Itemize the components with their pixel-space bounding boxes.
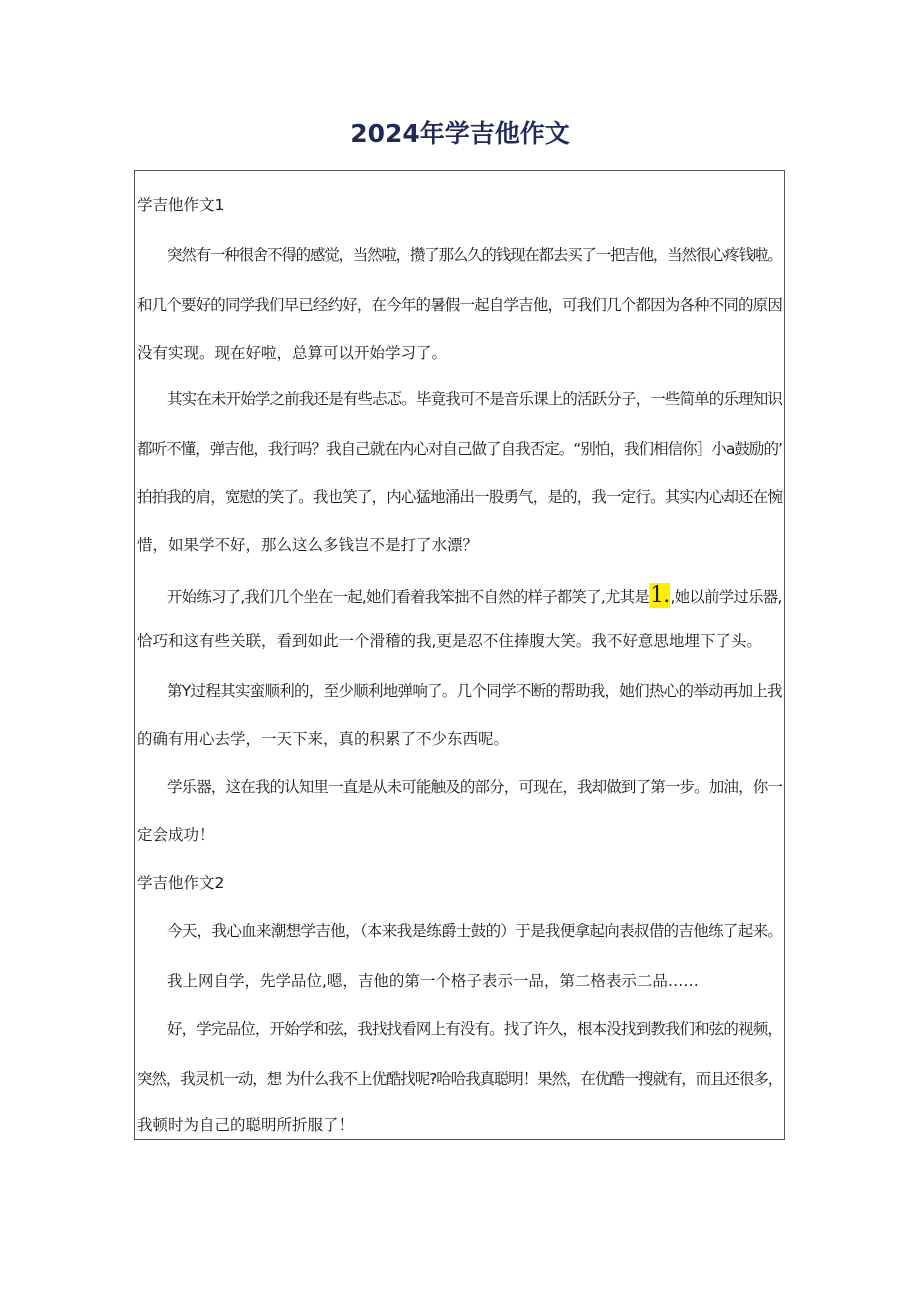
essay1-p2-line2: 都听不懂，弹吉他，我行吗？我自己就在内心对自己做了自我否定。“别怕，我们相信你］小a鼓励的’ — [137, 440, 782, 458]
essay1-heading: 学吉他作文1 — [137, 196, 225, 214]
essay1-p1-line2: 和几个要好的同学我们早已经约好，在今年的暑假一起自学吉他，可我们几个都因为各种不同的原因 — [137, 296, 783, 314]
essay1-p4-line1: 第Y过程其实蛮顺利的，至少顺利地弹响了。几个同学不断的帮助我，她们热心的举动再加上我 — [167, 682, 782, 700]
essay2-p2: 我上网自学，先学品位,嗯，吉他的第一个格子表示一品，第二格表示二品…… — [167, 972, 699, 990]
essay2-p3-line1: 好，学完品位，开始学和弦，我找找看网上有没有。找了许久，根本没找到教我们和弦的视频， — [167, 1020, 783, 1038]
essay1-p3-before: 开始练习了,我们几个坐在一起,她们看着我笨拙不自然的样子都笑了,尤其是 — [167, 588, 650, 606]
essay2-p3-line3: 我顿时为自己的聪明所折服了！ — [137, 1116, 355, 1134]
document-title: 2024年学吉他作文 — [350, 119, 570, 148]
essay1-p5-line2: 定会成功！ — [137, 826, 215, 844]
essay1-p3-line1 — [167, 583, 782, 609]
essay2-p3-line2: 突然，我灵机一动，想 为什么我不上优酷找呢?哈哈我真聪明！果然，在优酷一搜就有，而且还很多， — [137, 1070, 783, 1088]
essay1-p2-line3: 拍拍我的肩，宽慰的笑了。我也笑了，内心猛地涌出一股勇气，是的，我一定行。其实内心却还在惋 — [137, 488, 783, 506]
essay1-p3-line2: 恰巧和这有些关联，看到如此一个滑稽的我,更是忍不住捧腹大笑。我不好意思地埋下了头。 — [137, 632, 762, 650]
essay-frame — [134, 170, 785, 1140]
essay1-p2-line1: 其实在未开始学之前我还是有些忐忑。毕竟我可不是音乐课上的活跃分子，一些简单的乐理知识 — [167, 390, 783, 408]
essay1-p2-line4: 惜，如果学不好，那么这么多钱岂不是打了水漂？ — [137, 536, 479, 554]
essay1-p5-line1: 学乐器，这在我的认知里一直是从未可能触及的部分，可现在，我却做到了第一步。加油，你一 — [167, 778, 783, 796]
essay1-p3-after: ,她以前学过乐器, — [670, 588, 782, 606]
essay1-p1-line1: 突然有一种很舍不得的感觉，当然啦，攒了那么久的钱现在都去买了一把吉他，当然很心疼钱啦。 — [167, 246, 782, 264]
highlight-mark: 1. — [650, 583, 670, 608]
essay1-p4-line2: 的确有用心去学，一天下来，真的积累了不少东西呢。 — [137, 730, 510, 748]
essay2-heading: 学吉他作文2 — [137, 874, 225, 892]
essay1-p1-line3: 没有实现。现在好啦，总算可以开始学习了。 — [137, 344, 448, 362]
essay2-p1: 今天，我心血来潮想学吉他，（本来我是练爵士鼓的）于是我便拿起向表叔借的吉他练了起来。 — [167, 922, 783, 940]
